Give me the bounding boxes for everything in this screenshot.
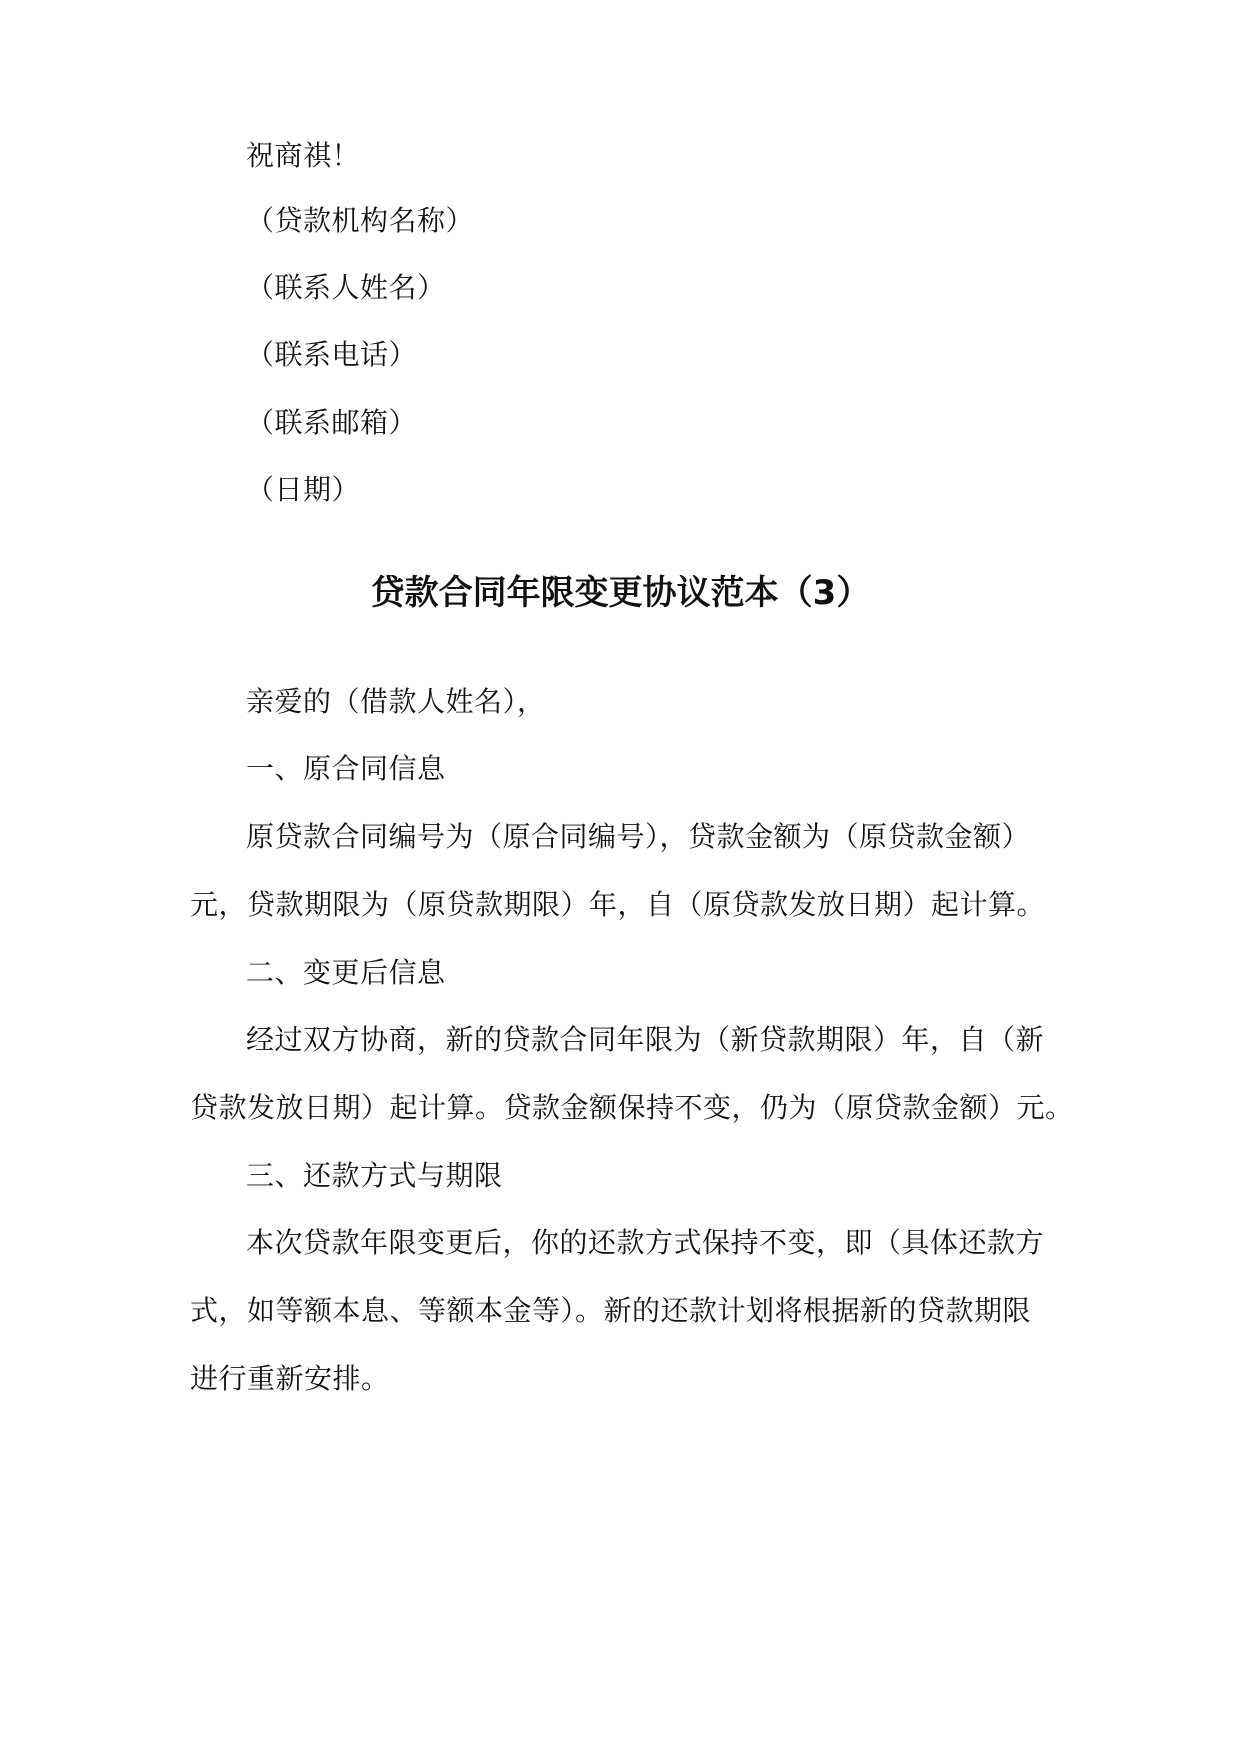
paragraph-line: 式，如等额本息、等额本金等）。新的还款计划将根据新的贷款期限 bbox=[190, 1294, 1032, 1327]
section-heading: 一、原合同信息 bbox=[246, 752, 446, 785]
signature-contact-phone: （联系电话） bbox=[246, 338, 418, 371]
paragraph-line: 原贷款合同编号为（原合同编号），贷款金额为（原贷款金额） bbox=[246, 820, 1031, 853]
signature-date: （日期） bbox=[246, 473, 361, 506]
paragraph-line: 进行重新安排。 bbox=[190, 1362, 390, 1395]
signature-contact-email: （联系邮箱） bbox=[246, 406, 418, 439]
section-heading: 三、还款方式与期限 bbox=[246, 1159, 503, 1192]
salutation: 亲爱的（借款人姓名）， bbox=[246, 685, 546, 718]
document-title: 贷款合同年限变更协议范本（3） bbox=[370, 573, 871, 613]
section-heading: 二、变更后信息 bbox=[246, 956, 446, 989]
signature-contact-name: （联系人姓名） bbox=[246, 271, 446, 304]
closing-greeting: 祝商祺！ bbox=[246, 139, 361, 172]
paragraph-line: 元，贷款期限为（原贷款期限）年，自（原贷款发放日期）起计算。 bbox=[190, 888, 1046, 921]
paragraph-line: 经过双方协商，新的贷款合同年限为（新贷款期限）年，自（新 bbox=[246, 1023, 1045, 1056]
signature-lender-name: （贷款机构名称） bbox=[246, 204, 475, 237]
paragraph-line: 本次贷款年限变更后，你的还款方式保持不变，即（具体还款方 bbox=[246, 1226, 1045, 1259]
paragraph-line: 贷款发放日期）起计算。贷款金额保持不变，仍为（原贷款金额）元。 bbox=[190, 1091, 1074, 1124]
